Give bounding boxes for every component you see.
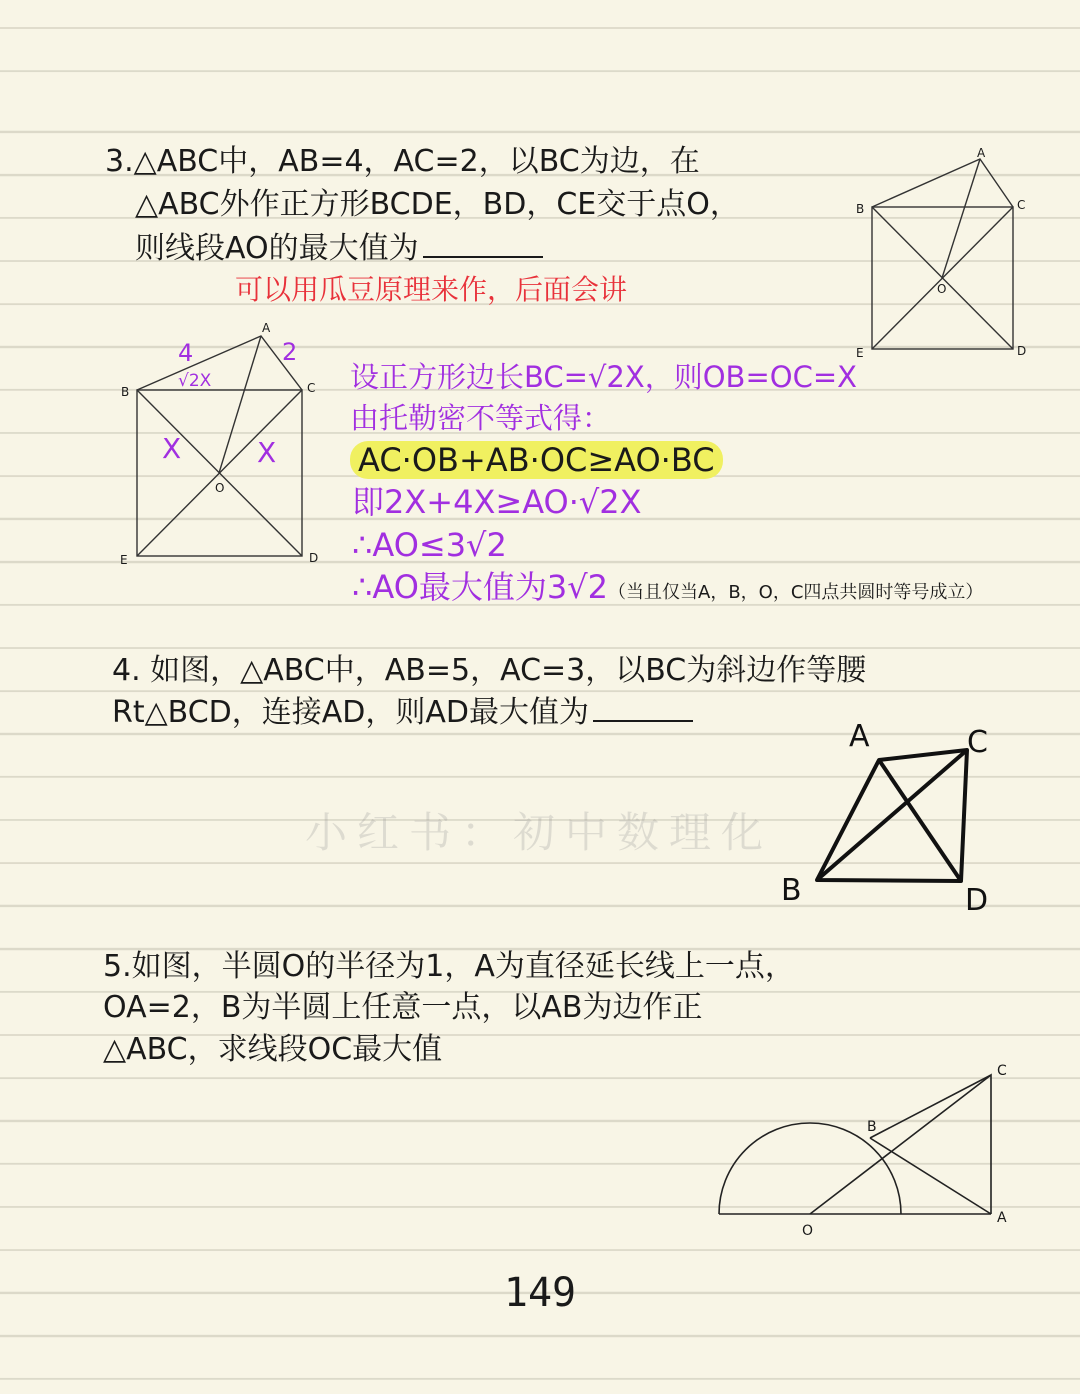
solution-line-5: ∴AO≤3√2: [352, 526, 507, 564]
fig-b-label-b: B: [121, 385, 130, 399]
q5-line-1: 5.如图，半圆O的半径为1，A为直径延长线上一点，: [103, 949, 795, 984]
fig-b-ob-length: X: [162, 432, 182, 465]
solution-line-4: 即2X+4X≥AO·√2X: [352, 483, 642, 521]
solution-line-6: [352, 567, 983, 613]
fig-b-bc-length: √2X: [178, 371, 212, 391]
watermark: 小红书：初中数理化: [305, 808, 774, 857]
q3-figure-square: [850, 145, 1050, 365]
q4-figure: [775, 720, 1005, 920]
q4-label-a: A: [849, 719, 870, 754]
q4-answer-blank: [593, 692, 693, 722]
q5-line-3: △ABC，求线段OC最大值: [103, 1032, 443, 1067]
q3-line-1: 3.△ABC中，AB=4，AC=2，以BC为边，在: [105, 144, 700, 179]
q3-line-3-text: 则线段AO的最大值为: [135, 231, 419, 266]
q5-label-o: O: [802, 1223, 814, 1239]
equality-condition-note: （当且仅当A，B，O，C四点共圆时等号成立）: [608, 582, 984, 603]
fig-b-ab-length: 4: [178, 339, 194, 367]
fig-b-label-a: A: [262, 321, 271, 335]
fig-a-label-o: O: [937, 282, 947, 296]
fig-b-oc-length: X: [257, 436, 277, 469]
answer-blank: [423, 228, 543, 258]
fig-b-label-e: E: [120, 553, 128, 567]
q5-label-a: A: [997, 1210, 1007, 1226]
q4-line-2: [112, 692, 693, 733]
fig-a-label-b: B: [856, 202, 865, 216]
fig-b-label-c: C: [307, 381, 316, 395]
fig-a-label-e: E: [856, 346, 864, 360]
q5-label-c: C: [997, 1063, 1007, 1079]
fig-b-label-o: O: [215, 481, 225, 495]
q4-line-2-text: Rt△BCD，连接AD，则AD最大值为: [112, 695, 590, 730]
fig-a-label-c: C: [1017, 198, 1026, 212]
q4-label-c: C: [967, 725, 988, 760]
q4-label-d: D: [965, 883, 989, 918]
q5-line-2: OA=2，B为半圆上任意一点，以AB为边作正: [103, 990, 703, 1025]
q3-figure-annotated: [115, 318, 330, 568]
q4-line-1: 4. 如图，△ABC中，AB=5，AC=3，以BC为斜边作等腰: [112, 653, 867, 688]
solution-line-1: 设正方形边长BC=√2X，则OB=OC=X: [350, 360, 857, 394]
q4-label-b: B: [781, 873, 802, 908]
fig-a-label-a: A: [977, 146, 986, 160]
q3-line-2: △ABC外作正方形BCDE，BD，CE交于点O，: [135, 187, 740, 222]
page-number: 149: [503, 1270, 577, 1316]
fig-b-ac-length: 2: [282, 338, 298, 366]
ptolemy-inequality: AC·OB+AB·OC≥AO·BC: [350, 441, 723, 479]
fig-a-label-d: D: [1017, 344, 1027, 358]
q5-label-b: B: [867, 1119, 877, 1135]
q5-figure: [705, 1055, 1035, 1245]
solution-max-value: ∴AO最大值为3√2: [352, 568, 608, 606]
q3-line-3: [135, 228, 543, 269]
fig-b-label-d: D: [309, 551, 319, 565]
solution-line-3: [350, 440, 723, 480]
q3-hint: 可以用瓜豆原理来作，后面会讲: [235, 273, 628, 306]
solution-line-2: 由托勒密不等式得：: [350, 401, 612, 435]
